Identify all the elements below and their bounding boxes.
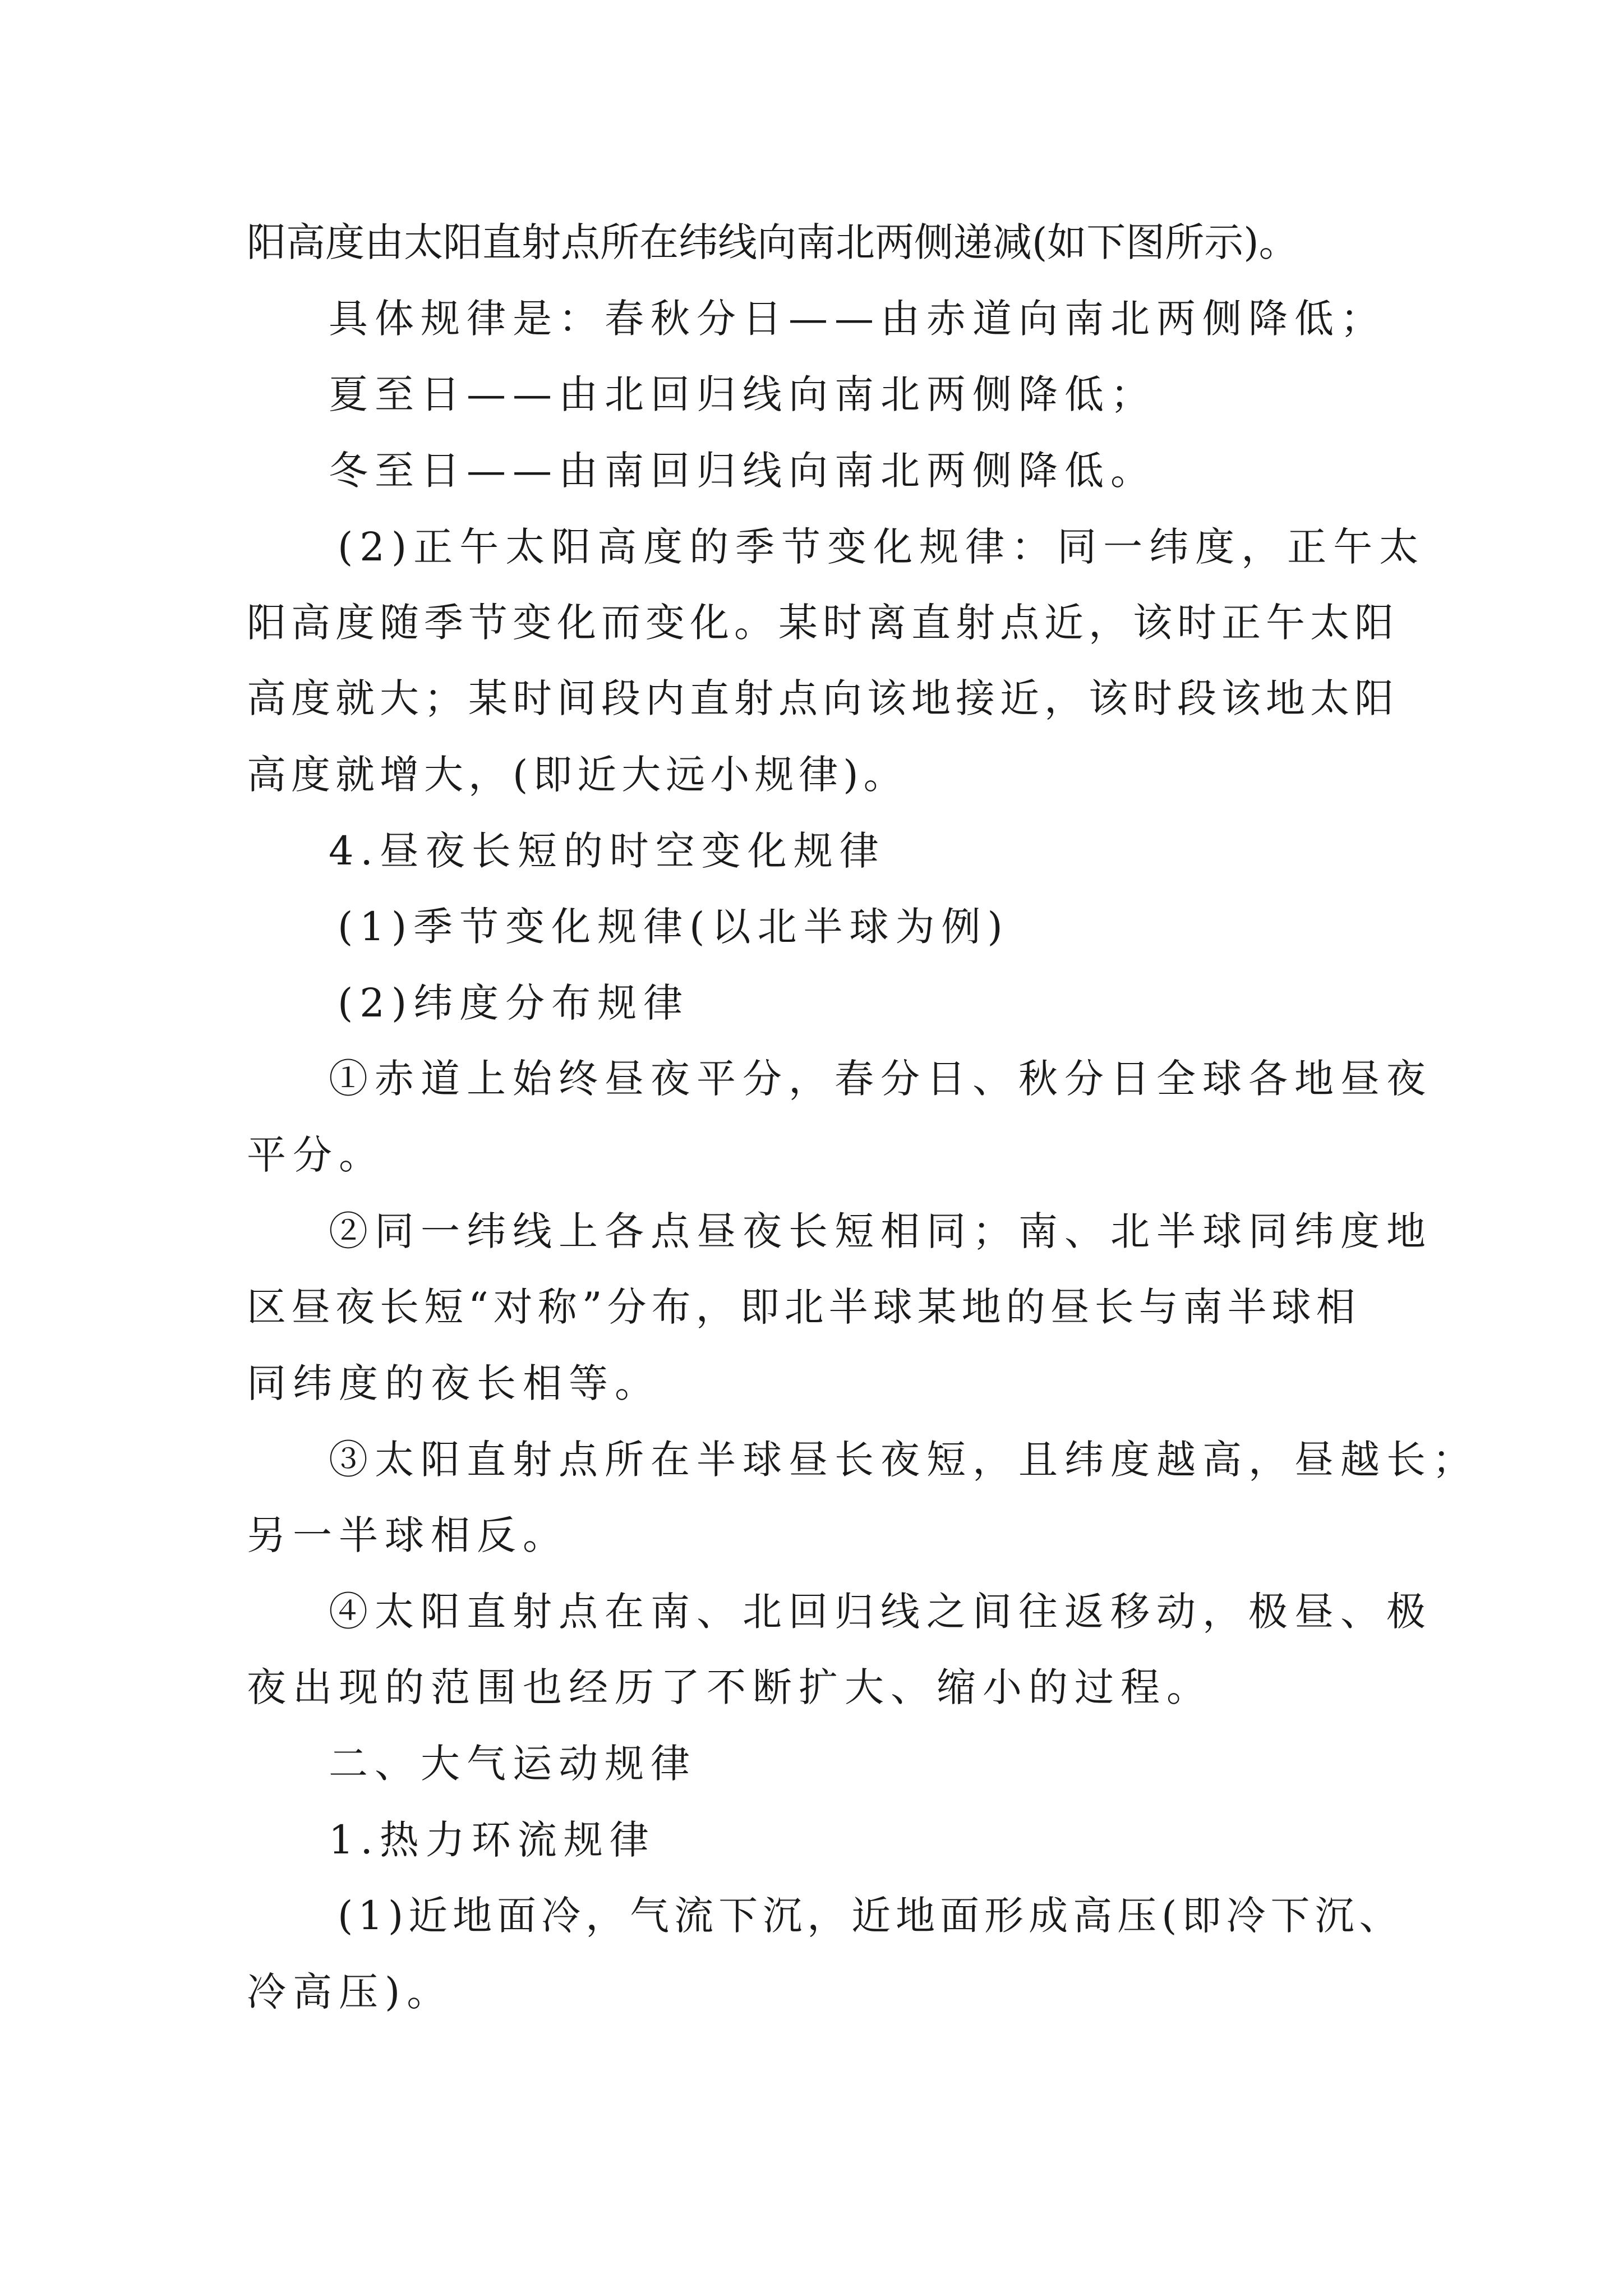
text-line: ③太阳直射点所在半球昼长夜短，且纬度越高，昼越长； bbox=[329, 1437, 1478, 1483]
text-line: (2)纬度分布规律 bbox=[338, 980, 690, 1026]
text-line: (2)正午太阳高度的季节变化规律：同一纬度，正午太 bbox=[338, 524, 1426, 570]
text-line: 平分。 bbox=[247, 1132, 385, 1178]
section-heading: 二、大气运动规律 bbox=[329, 1741, 697, 1787]
text-line: 具体规律是：春秋分日——由赤道向南北两侧降低； bbox=[329, 296, 1386, 342]
text-line: 阳高度由太阳直射点所在纬线向南北两侧递减(如下图所示)。 bbox=[247, 219, 1298, 265]
section-heading: 1.热力环流规律 bbox=[329, 1817, 656, 1863]
text-line: 高度就增大，(即近大远小规律)。 bbox=[247, 752, 908, 798]
text-line: ④太阳直射点在南、北回归线之间往返移动，极昼、极 bbox=[329, 1589, 1432, 1635]
text-line: 冬至日——由南回归线向南北两侧降低。 bbox=[329, 448, 1156, 494]
text-line: ②同一纬线上各点昼夜长短相同；南、北半球同纬度地 bbox=[329, 1208, 1432, 1254]
text-line: 区昼夜长短“对称”分布，即北半球某地的昼长与南半球相 bbox=[247, 1284, 1361, 1330]
text-line: (1)近地面冷，气流下沉，近地面形成高压(即冷下沉、 bbox=[338, 1893, 1404, 1939]
section-heading: 4.昼夜长短的时空变化规律 bbox=[329, 828, 886, 874]
text-line: 阳高度随季节变化而变化。某时离直射点近，该时正午太阳 bbox=[247, 600, 1399, 646]
text-line: 另一半球相反。 bbox=[247, 1512, 569, 1558]
text-line: (1)季节变化规律(以北半球为例) bbox=[338, 904, 1009, 950]
text-line: ①赤道上始终昼夜平分，春分日、秋分日全球各地昼夜 bbox=[329, 1056, 1432, 1102]
text-line: 夜出现的范围也经历了不断扩大、缩小的过程。 bbox=[247, 1664, 1212, 1710]
text-line: 同纬度的夜长相等。 bbox=[247, 1360, 661, 1406]
text-line: 高度就大；某时间段内直射点向该地接近，该时段该地太阳 bbox=[247, 675, 1399, 721]
text-line: 夏至日——由北回归线向南北两侧降低； bbox=[329, 371, 1156, 417]
text-line: 冷高压)。 bbox=[247, 1969, 453, 2015]
